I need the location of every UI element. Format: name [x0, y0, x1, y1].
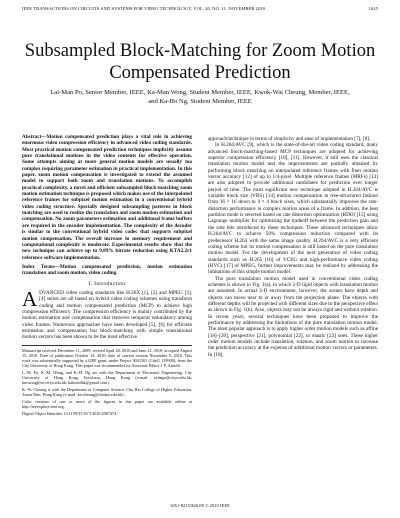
left-column	[22, 134, 192, 418]
section-heading: I. Introduction	[88, 280, 126, 287]
copyright-footer: 1051-8215/$26.00 © 2010 IEEE	[170, 503, 230, 508]
footnote: L.-M. Po, K.-M. Wong, and K.-H. Ng are with the Department of Electronic Engineering, City University of Hong Kong, Kowloon, Hong Kong (e-mail: eelmpo@cityu.edu.hk; kmwong@ee.cityu.edu.hk; kahoeidhk@gmail.com).	[22, 369, 192, 386]
intro-paragraph	[22, 286, 192, 341]
footnote: Digital Object Identifier 10.1109/TCSVT.2010.2087474	[22, 410, 117, 416]
journal-header: IEEE TRANSACTIONS ON CIRCUITS AND SYSTEMS FOR VIDEO TECHNOLOGY, VOL. 20, NO. 11, NOVEMBER 2010	[22, 6, 266, 11]
body-paragraph: approach/technique in terms of simplicity and ease of implementation [7], [8].	[208, 136, 371, 142]
paper-title: Subsampled Block-Matching for Zoom Motion Compensated Prediction	[24, 41, 376, 83]
authors-line-2: and Ka-Ho Ng, Student Member, IEEE	[148, 98, 252, 105]
abstract: Abstract—Motion compensated prediction plays a vital role in achieving enormous video compression efficiency in advanced video coding standards. Most practical motion compensated prediction techniques implicitly assume pure translational motions in the video contents for effective operation. Some attempts aiming at more general motion models are usually too complex requiring parameter estimation in practical implementation. In this paper, zoom motion compensation is investigated to extend the assumed model to support both zoom and translation motions. To accomplish practical complexity, a novel and efficient subsampled block-matching zoom motion estimation technique is proposed which makes use of the interpolated reference frames for subpixel motion estimation in a conventional hybrid video coding structure. Specially designed subsampling patterns in block matching are used to realize the translation and zoom motion estimation and compensation. No zoom parameters estimation and additional frame buffers are required in the encoder implementation. The complexity of the decoder is similar to the conventional hybrid video codec that supports subpixel motion compensation. The overall increase in memory requirement and computational complexity is moderate. Experimental results show that the new technique can achieve up to 9.89% bitrate reduction using KTA2.2r1 reference software implementation.	[22, 134, 192, 261]
running-header	[22, 6, 378, 14]
body-paragraph: In H.264/AVC [9], which is the state-of-the-art video coding standard, many advanced block-matching-based MCP techniques are adopted for achieving superior compression efficiency [10], [11]. However, it still uses the classical translation motion model and the improvements are partially obtained by performing block matching on interpolated reference frames with finer motion vector accuracy [12] of up to 1/4-pixel. Multiple reference frames (MRFs) [13] are also adopted to provide additional candidates for prediction over longer period of time. The most significant new technique adopted in H.264/AVC is variable block size (VBS) [14] motion compensation in tree-structured fashion from 16 × 16 down to 4 × 4 block sizes, which substantially improves the rate-distortion performance in complex motion areas of a frame. In addition, the best partition mode is selected based on rate distortion optimization (RDO) [15] using Lagrange multiplier for optimizing the tradeoff between the prediction gain and the side bits introduced by these techniques. These advanced techniques allow H.264/AVC to achieve 50% compression reduction compared with its predecessor H.263 with the same image quality. H.264/AVC is a very efficient coding scheme but its motion compensation is still based on the pure translation motion model. For the development of the next generation of video coding standards such as H.265 [16] of VCEG and high-performance video coding (HVC) [17] of MPEG, further improvements may be realized by addressing the limitations of this simple motion model.	[208, 142, 378, 276]
body-paragraph: The pure translation motion model used in conventional video coding schemes is shown in Fig. 1(a), in which 2-D rigid objects with translation motion are assumed. In actual 3-D environment, however, the scenes have depth and objects can move near to or away from the projection plane. The objects with different depths will be projected with different sizes due to the perspective effect as shown in Fig. 1(b). Also, objects may not be always rigid and without rotation. In recent years, several techniques have been proposed to improve the performance by addressing the limitations of the pure translation motion model. The most popular approach is to apply higher order motion models such as affine [18]–[20], perspective [21], polynomial [22], or elastic [23] ones. These higher order motion models include translation, rotation, and zoom motion to increase the prediction accuracy at the expense of additional motion vectors or parameters. In [18],	[208, 275, 378, 358]
drop-cap: A	[22, 286, 38, 311]
footnote: Manuscript received December 11, 2009; revised April 28, 2010 and June 21, 2010; accepted August 15, 2010. Date of publication October 14, 2010; date of current version November 5, 2010. This work was substantially supported by a GRF grant, under Project 9041501 (CityU 119909), from the City University of Hong Kong. This paper was recommended by Associate Editor J. F. Arnold.	[22, 347, 192, 369]
page-number: 1625	[368, 6, 378, 11]
footnote: K.-W. Cheung is with the Department of Computer Science, Chu Hai College of Higher Education, Tsuen Wan, Hong Kong (e-mail: kwcheung@chuhai.edu.hk).	[22, 387, 192, 398]
author-list	[30, 88, 370, 106]
footnote: Color versions of one or more of the figures in this paper are available online at http://ieeexplore.ieee.org.	[22, 398, 192, 410]
authors-line-1: Lai-Man Po, Senior Member, IEEE, Ka-Man Wong, Student Member, IEEE, Kwok-Wai Cheung, Member, IEEE,	[50, 89, 350, 96]
intro-text: DVANCED video coding standards like H.26X [1], [2] and MPEG [3], [4] series are all based on hybrid video coding schemes using transform coding and motion compensated prediction (MCP) to achieve high compression efficiency. The compression efficiency is mainly contributed by the motion estimation and compensation that removes temporal redundancy among video frames. Numerous approaches have been developed [5], [6] for efficient estimation and compensation but block-matching with simple translational motion vectors has been shown to be the most effective	[22, 289, 192, 341]
index-terms: Index Terms—Motion compensated prediction, motion estimation translation and zoom motion, video coding.	[22, 263, 192, 277]
footnotes	[22, 345, 192, 416]
right-column	[208, 136, 378, 358]
